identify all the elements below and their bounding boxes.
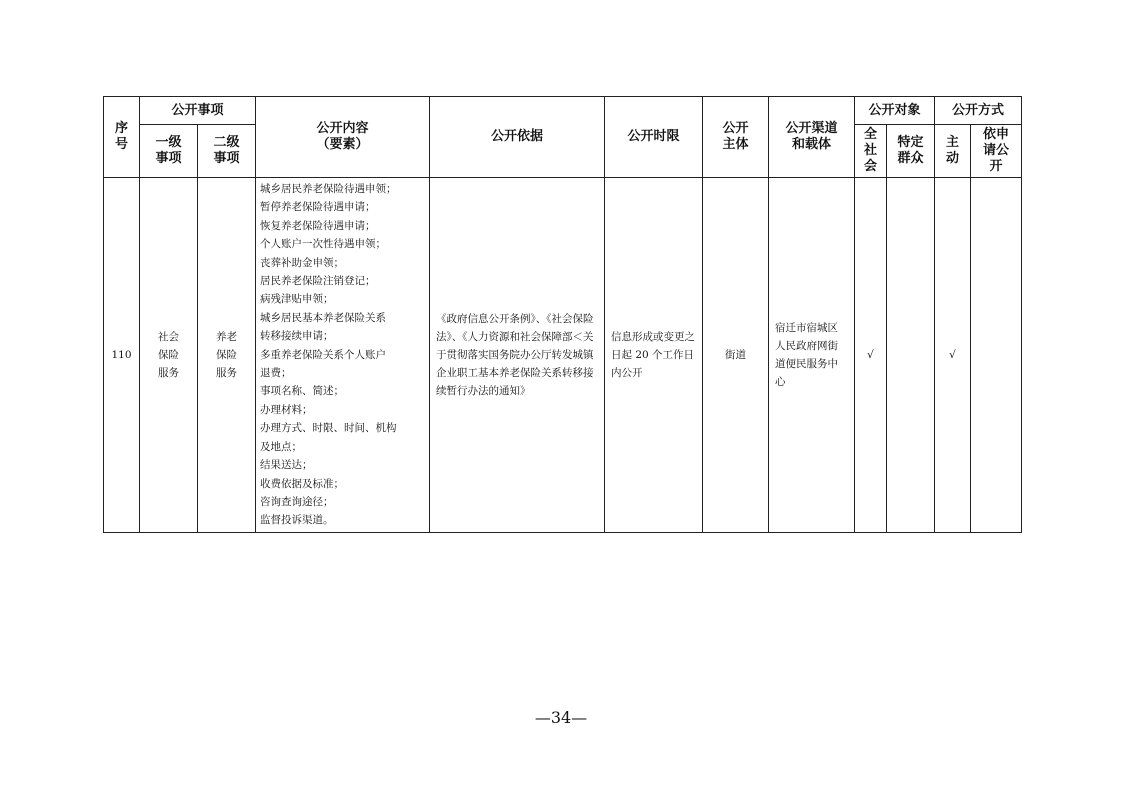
header-specific-groups: 特定群众: [887, 125, 935, 178]
cell-basis: 《政府信息公开条例》、《社会保险法》、《人力资源和社会保障部＜关于贯彻落实国务院办公厅转发城镇企业职工基本养老保险关系转移接续暂行办法的通知》: [430, 178, 605, 533]
content-item: 转移接续申请；: [260, 330, 334, 343]
cell-time-limit: 信息形成或变更之日起 20 个工作日内公开: [605, 178, 703, 533]
content-item: 收费依据及标准；: [260, 477, 345, 490]
content-item: 退费；: [260, 367, 292, 380]
cell-active: √: [935, 178, 971, 533]
content-item: 居民养老保险注销登记；: [260, 275, 376, 288]
header-level2: 二级事项: [198, 125, 256, 178]
header-all-society: 全社会: [855, 125, 887, 178]
header-method-group: 公开方式: [935, 97, 1022, 125]
header-item-group: 公开事项: [140, 97, 256, 125]
content-item: 恢复养老保险待遇申请；: [260, 219, 376, 232]
cell-specific-groups: [887, 178, 935, 533]
content-item: 个人账户一次性待遇申领；: [260, 238, 387, 251]
cell-level2: 养老保险服务: [198, 178, 256, 533]
cell-content: [256, 178, 430, 533]
cell-all-society: √: [855, 178, 887, 533]
header-channel: 公开渠道和载体: [769, 97, 855, 178]
table-row: [104, 178, 1022, 533]
content-item: 咨询查询途径；: [260, 495, 334, 508]
content-list: [260, 180, 425, 530]
content-item: 丧葬补助金申领；: [260, 256, 345, 269]
disclosure-table: [103, 96, 1022, 533]
content-item: 城乡居民基本养老保险关系: [260, 311, 387, 324]
content-item: 结果送达；: [260, 459, 313, 472]
cell-level1: 社会保险服务: [140, 178, 198, 533]
header-on-request: 依申请公开: [971, 125, 1022, 178]
cell-subject: 街道: [703, 178, 769, 533]
header-active: 主动: [935, 125, 971, 178]
content-item: 及地点；: [260, 440, 303, 453]
header-subject: 公开主体: [703, 97, 769, 178]
cell-channel: 宿迁市宿城区人民政府网街道便民服务中心: [769, 178, 855, 533]
content-item: 病残津贴申领；: [260, 293, 334, 306]
page-number: —34—: [534, 708, 588, 727]
header-time-limit: 公开时限: [605, 97, 703, 178]
content-item: 办理材料；: [260, 403, 313, 416]
content-item: 暂停养老保险待遇申请；: [260, 201, 376, 214]
header-level1: 一级事项: [140, 125, 198, 178]
content-item: 城乡居民养老保险待遇申领；: [260, 183, 397, 195]
content-item: 多重养老保险关系个人账户: [260, 348, 387, 361]
content-item: 事项名称、简述；: [260, 385, 345, 398]
cell-seq: 110: [104, 178, 140, 533]
content-item: 监督投诉渠道。: [260, 514, 334, 527]
header-row-top: [104, 97, 1022, 125]
content-item: 办理方式、时限、时间、机构: [260, 422, 397, 435]
cell-on-request: [971, 178, 1022, 533]
header-basis: 公开依据: [430, 97, 605, 178]
header-seq: 序号: [104, 97, 140, 178]
header-content: 公开内容（要素）: [256, 97, 430, 178]
header-audience-group: 公开对象: [855, 97, 935, 125]
